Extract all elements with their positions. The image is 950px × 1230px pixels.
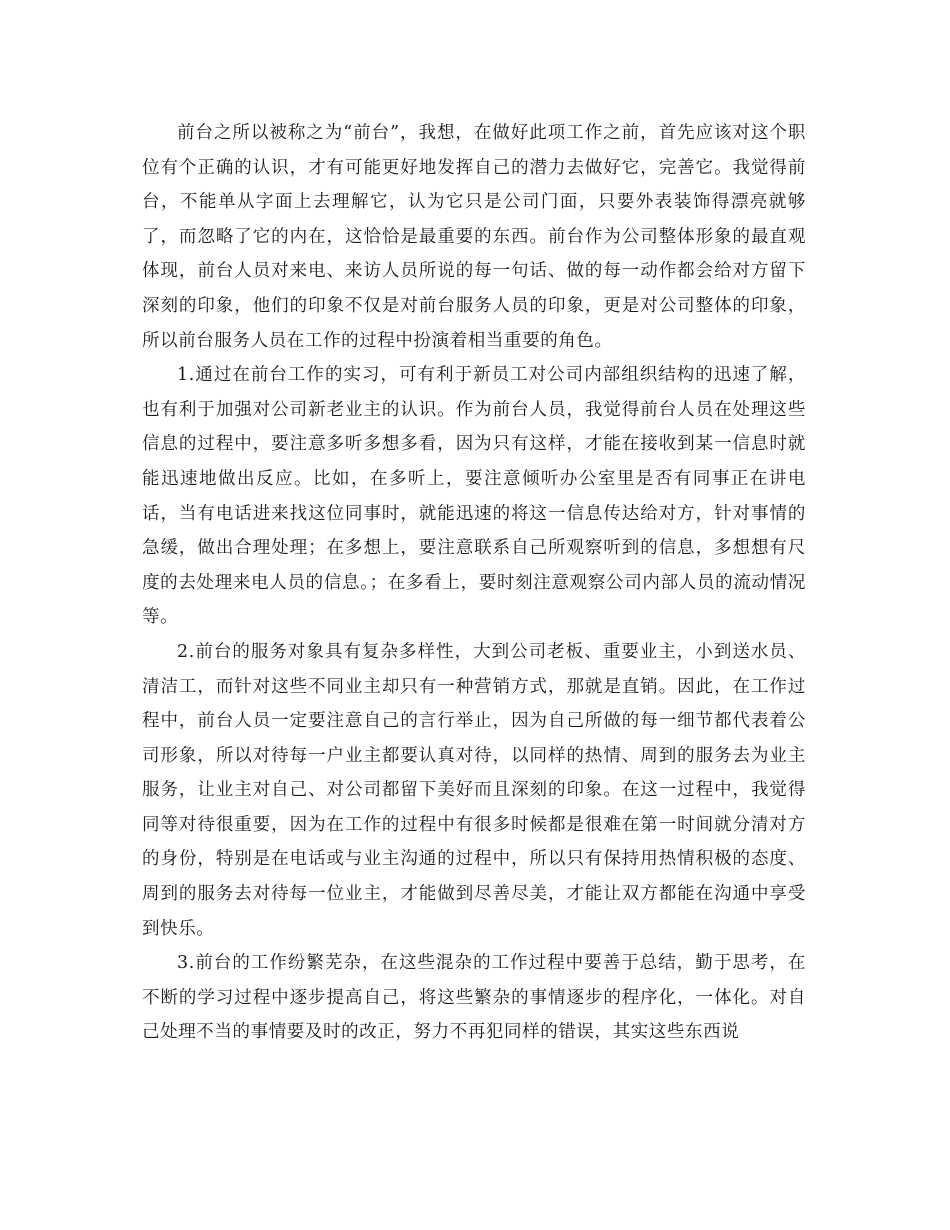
paragraph-point-2: 2.前台的服务对象具有复杂多样性，大到公司老板、重要业主，小到送水员、清洁工，而针对这些不同业主却只有一种营销方式，那就是直销。因此，在工作过程中，前台人员一定要注意自己的言行举止，因为自己所做的每一细节都代表着公司形象，所以对待每一户业主都要认真对待，以同样的热情、周到的服务去为业主服务，让业主对自己、对公司都留下美好而且深刻的印象。在这一过程中，我觉得同等对待很重要，因为在工作的过程中有很多时候都是很难在第一时间就分清对方的身份，特别是在电话或与业主沟通的过程中，所以只有保持用热情积极的态度、周到的服务去对待每一位业主，才能做到尽善尽美，才能让双方都能在沟通中享受到快乐。 bbox=[142, 641, 806, 939]
paragraph-point-1: 1.通过在前台工作的实习，可有利于新员工对公司内部组织结构的迅速了解，也有利于加强对公司新老业主的认识。作为前台人员，我觉得前台人员在处理这些信息的过程中，要注意多听多想多看，因为只有这样，才能在接收到某一信息时就能迅速地做出反应。比如，在多听上，要注意倾听办公室里是否有同事正在讲电话，当有电话进来找这位同事时，就能迅速的将这一信息传达给对方，针对事情的急缓，做出合理处理；在多想上，要注意联系自己所观察听到的信息，多想想有尺度的去处理来电人员的信息。；在多看上，要时刻注意观察公司内部人员的流动情况等。 bbox=[142, 365, 806, 628]
paragraph-intro: 前台之所以被称之为“前台”，我想，在做好此项工作之前，首先应该对这个职位有个正确的认识，才有可能更好地发挥自己的潜力去做好它，完善它。我觉得前台，不能单从字面上去理解它，认为它只是公司门面，只要外表装饰得漂亮就够了，而忽略了它的内在，这恰恰是最重要的东西。前台作为公司整体形象的最直观体现，前台人员对来电、来访人员所说的每一句话、做的每一动作都会给对方留下深刻的印象，他们的印象不仅是对前台服务人员的印象，更是对公司整体的印象，所以前台服务人员在工作的过程中扮演着相当重要的角色。 bbox=[142, 123, 806, 351]
paragraph-point-3: 3.前台的工作纷繁芜杂，在这些混杂的工作过程中要善于总结，勤于思考，在不断的学习过程中逐步提高自己，将这些繁杂的事情逐步的程序化，一体化。对自己处理不当的事情要及时的改正，努力不再犯同样的错误，其实这些东西说 bbox=[142, 953, 806, 1043]
document-body bbox=[142, 116, 806, 1050]
